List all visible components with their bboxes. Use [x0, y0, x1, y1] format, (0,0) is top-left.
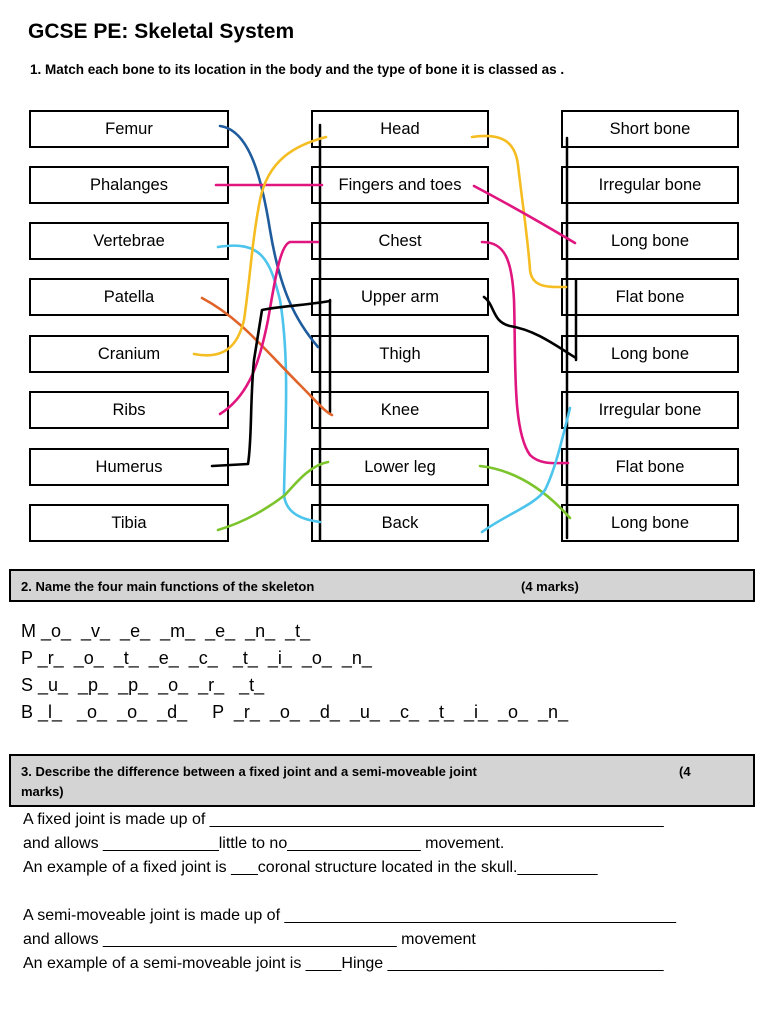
page-title: GCSE PE: Skeletal System	[28, 20, 295, 43]
bone-box[interactable]: Tibia	[29, 504, 229, 542]
question-2-header	[9, 569, 755, 602]
answer-line[interactable]: A fixed joint is made up of ___________________________________________________	[23, 811, 664, 828]
question-3-marks-continued: marks)	[21, 784, 64, 799]
question-2-text: 2. Name the four main functions of the skeleton	[21, 579, 315, 594]
bone-box[interactable]: Vertebrae	[29, 222, 229, 260]
location-box[interactable]: Fingers and toes	[311, 166, 489, 204]
question-3-header	[9, 754, 755, 807]
bone-box[interactable]: Cranium	[29, 335, 229, 373]
line-cyan	[218, 246, 320, 522]
bone-type-box[interactable]: Flat bone	[561, 448, 739, 486]
function-answer-line: M _o_ _v_ _e_ _m_ _e_ _n_ _t_	[21, 621, 311, 641]
function-answer-line: S _u_ _p_ _p_ _o_ _r_ _t_	[21, 675, 265, 695]
answer-line[interactable]: An example of a semi-moveable joint is ____Hinge _______________________________	[23, 955, 664, 972]
function-answer-line: B _l_ _o_ _o_ _d_ P _r_ _o_ _d_ _u_ _c_ _t_ _i_ _o_ _n_	[21, 702, 569, 722]
answer-line[interactable]: and allows _____________little to no_______________ movement.	[23, 835, 505, 852]
bone-type-box[interactable]: Long bone	[561, 335, 739, 373]
line-pink	[482, 242, 568, 463]
question-2-marks: (4 marks)	[521, 579, 579, 594]
bone-box[interactable]: Patella	[29, 278, 229, 316]
bone-box[interactable]: Femur	[29, 110, 229, 148]
answer-line[interactable]: A semi-moveable joint is made up of ____________________________________________	[23, 907, 676, 924]
location-box[interactable]: Upper arm	[311, 278, 489, 316]
line-green	[480, 466, 570, 518]
line-black	[484, 297, 576, 358]
location-box[interactable]: Back	[311, 504, 489, 542]
question-3-text: 3. Describe the difference between a fixed joint and a semi-moveable joint	[21, 764, 477, 779]
bone-type-box[interactable]: Long bone	[561, 504, 739, 542]
line-pink	[474, 186, 575, 243]
bone-type-box[interactable]: Irregular bone	[561, 391, 739, 429]
function-answer-line: P _r_ _o_ _t_ _e_ _c_ _t_ _i_ _o_ _n_	[21, 648, 372, 668]
location-box[interactable]: Chest	[311, 222, 489, 260]
location-box[interactable]: Lower leg	[311, 448, 489, 486]
bone-type-box[interactable]: Long bone	[561, 222, 739, 260]
bone-box[interactable]: Ribs	[29, 391, 229, 429]
question-3-marks: (4	[679, 764, 691, 779]
answer-line[interactable]: An example of a fixed joint is ___coronal structure located in the skull._________	[23, 859, 598, 876]
location-box[interactable]: Thigh	[311, 335, 489, 373]
question-1-text: 1. Match each bone to its location in the body and the type of bone it is classed as .	[30, 62, 565, 77]
bone-type-box[interactable]: Short bone	[561, 110, 739, 148]
bone-type-box[interactable]: Irregular bone	[561, 166, 739, 204]
line-black	[212, 301, 330, 466]
location-box[interactable]: Knee	[311, 391, 489, 429]
answer-line[interactable]: and allows _________________________________ movement	[23, 931, 476, 948]
bone-box[interactable]: Phalanges	[29, 166, 229, 204]
line-orange	[202, 298, 332, 415]
location-box[interactable]: Head	[311, 110, 489, 148]
bone-box[interactable]: Humerus	[29, 448, 229, 486]
bone-type-box[interactable]: Flat bone	[561, 278, 739, 316]
